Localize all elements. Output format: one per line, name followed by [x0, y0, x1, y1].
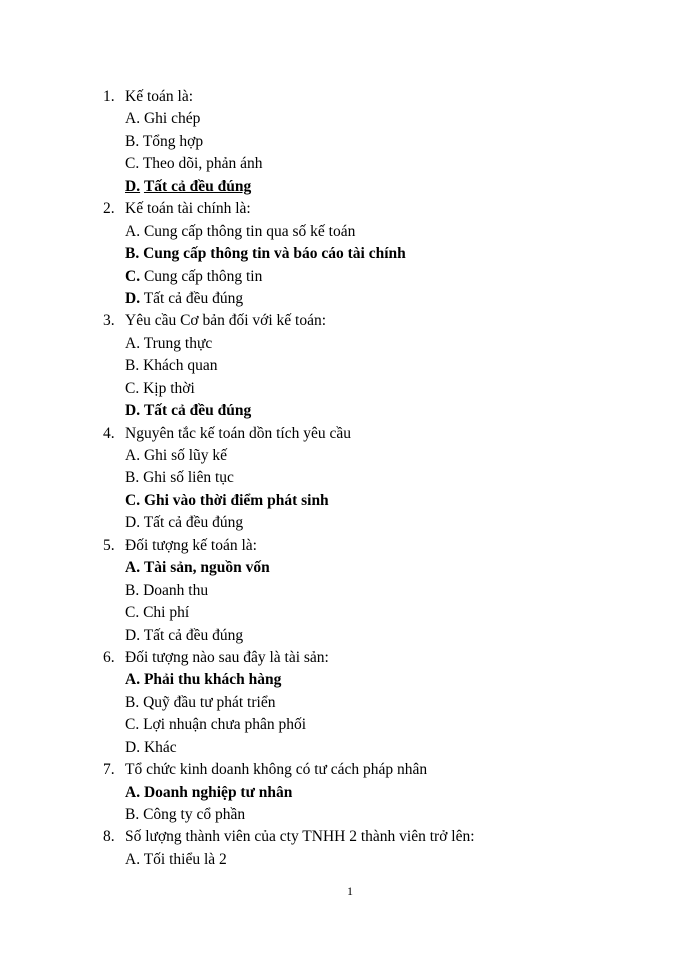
option-letter: C. — [125, 716, 140, 734]
option-letter: A. — [125, 222, 141, 240]
option-letter: C. — [125, 155, 140, 173]
question-8 — [0, 826, 700, 848]
option-text: Lợi nhuận chưa phân phối — [143, 716, 307, 734]
answer-option — [0, 737, 700, 759]
option-letter: D. — [125, 738, 141, 756]
option-text: Khách quan — [143, 357, 218, 375]
question-2 — [0, 198, 700, 220]
option-letter: A. — [125, 334, 141, 352]
option-letter: D. — [125, 289, 141, 307]
option-letter: A. — [125, 671, 141, 689]
option-text: Ghi số liên tục — [143, 469, 234, 487]
option-letter: A. — [125, 783, 141, 801]
question-text: Tổ chức kinh doanh không có tư cách pháp nhân — [125, 761, 428, 779]
option-letter: B. — [125, 132, 140, 150]
option-text: Cung cấp thông tin và báo cáo tài chính — [143, 245, 406, 263]
question-number: 1. — [103, 88, 115, 105]
question-list — [0, 86, 700, 871]
question-text: Nguyên tắc kế toán dồn tích yêu cầu — [125, 424, 351, 442]
option-text: Tất cả đều đúng — [143, 289, 244, 307]
option-letter: C. — [125, 267, 141, 285]
answer-option — [0, 266, 700, 288]
option-text: Quỹ đầu tư phát triển — [143, 693, 276, 711]
question-number: 4. — [103, 424, 115, 442]
answer-option — [0, 580, 700, 602]
option-letter: D. — [125, 402, 141, 420]
option-text: Tất cả đều đúng — [143, 177, 252, 195]
option-letter: B. — [125, 469, 140, 487]
answer-option — [0, 602, 700, 624]
question-5 — [0, 535, 700, 557]
option-text: Theo dõi, phản ánh — [142, 155, 263, 173]
answer-option — [0, 625, 700, 647]
option-text: Doanh thu — [143, 581, 209, 599]
answer-option — [0, 804, 700, 826]
option-text: Tổng hợp — [142, 132, 204, 150]
option-text: Kịp thời — [143, 379, 195, 397]
question-number-wrap — [0, 86, 125, 108]
option-text: Trung thực — [143, 334, 213, 352]
question-text: Số lượng thành viên của cty TNHH 2 thành viên trở lên: — [125, 828, 475, 846]
option-text: Khác — [143, 738, 177, 756]
option-letter: B. — [125, 357, 140, 375]
question-number: 2. — [103, 200, 115, 218]
answer-option — [0, 176, 700, 198]
option-text: Ghi số lũy kế — [143, 447, 228, 464]
option-letter: C. — [125, 604, 140, 622]
answer-option — [0, 243, 700, 265]
answer-option — [0, 557, 700, 579]
answer-option — [0, 153, 700, 175]
option-letter: A. — [125, 110, 141, 128]
answer-option — [0, 108, 700, 130]
option-text: Tất cả đều đúng — [143, 402, 252, 420]
option-letter: A. — [125, 447, 141, 464]
question-6 — [0, 647, 700, 669]
answer-option — [0, 714, 700, 736]
question-number-wrap — [0, 759, 125, 781]
option-text: Tất cả đều đúng — [143, 514, 244, 532]
answer-option — [0, 221, 700, 243]
question-number-wrap — [0, 198, 125, 220]
question-7 — [0, 759, 700, 781]
question-number-wrap — [0, 826, 125, 848]
question-1 — [0, 86, 700, 108]
answer-option — [0, 400, 700, 422]
question-number-wrap — [0, 647, 125, 669]
question-number: 8. — [103, 828, 115, 846]
answer-option — [0, 288, 700, 310]
answer-option — [0, 378, 700, 400]
answer-option — [0, 333, 700, 355]
page-number: 1 — [347, 884, 353, 898]
answer-option — [0, 131, 700, 153]
option-letter: B. — [125, 581, 140, 599]
answer-option — [0, 445, 700, 467]
option-text: Tối thiểu là 2 — [143, 850, 227, 868]
answer-option — [0, 849, 700, 871]
option-letter: D. — [125, 177, 141, 195]
answer-option — [0, 512, 700, 534]
option-text: Cung cấp thông tin — [143, 267, 263, 285]
question-4 — [0, 423, 700, 445]
option-letter: B. — [125, 693, 140, 711]
question-text: Kế toán là: — [125, 88, 194, 105]
question-text: Đối tượng nào sau đây là tài sản: — [125, 648, 329, 666]
option-text: Tài sản, nguồn vốn — [143, 559, 270, 577]
option-text: Chi phí — [143, 604, 190, 622]
answer-option — [0, 467, 700, 489]
question-text: Đối tượng kế toán là: — [125, 536, 257, 554]
question-text: Kế toán tài chính là: — [125, 200, 251, 218]
option-text: Doanh nghiệp tư nhân — [143, 783, 293, 801]
option-text: Cung cấp thông tin qua số kế toán — [143, 222, 356, 240]
question-number: 5. — [103, 536, 115, 554]
question-text: Yêu cầu Cơ bản đối với kế toán: — [125, 312, 327, 330]
answer-option — [0, 355, 700, 377]
question-number: 3. — [103, 312, 115, 330]
question-3 — [0, 310, 700, 332]
option-letter: D. — [125, 626, 141, 644]
answer-option — [0, 692, 700, 714]
option-letter: B. — [125, 245, 140, 263]
question-number-wrap — [0, 535, 125, 557]
option-text: Ghi vào thời điểm phát sinh — [143, 491, 329, 509]
option-text: Tất cả đều đúng — [143, 626, 244, 644]
option-letter: B. — [125, 806, 140, 823]
answer-option — [0, 669, 700, 691]
option-text: Ghi chép — [143, 110, 201, 128]
answer-option — [0, 490, 700, 512]
option-text: Phải thu khách hàng — [143, 671, 282, 689]
option-letter: A. — [125, 850, 141, 868]
option-letter: C. — [125, 379, 140, 397]
option-text: Công ty cổ phần — [143, 806, 246, 823]
question-number: 6. — [103, 648, 115, 666]
answer-option — [0, 782, 700, 804]
option-letter: A. — [125, 559, 141, 577]
option-letter: D. — [125, 514, 141, 532]
question-number-wrap — [0, 423, 125, 445]
option-letter: C. — [125, 491, 141, 509]
question-number: 7. — [103, 761, 115, 779]
question-number-wrap — [0, 310, 125, 332]
